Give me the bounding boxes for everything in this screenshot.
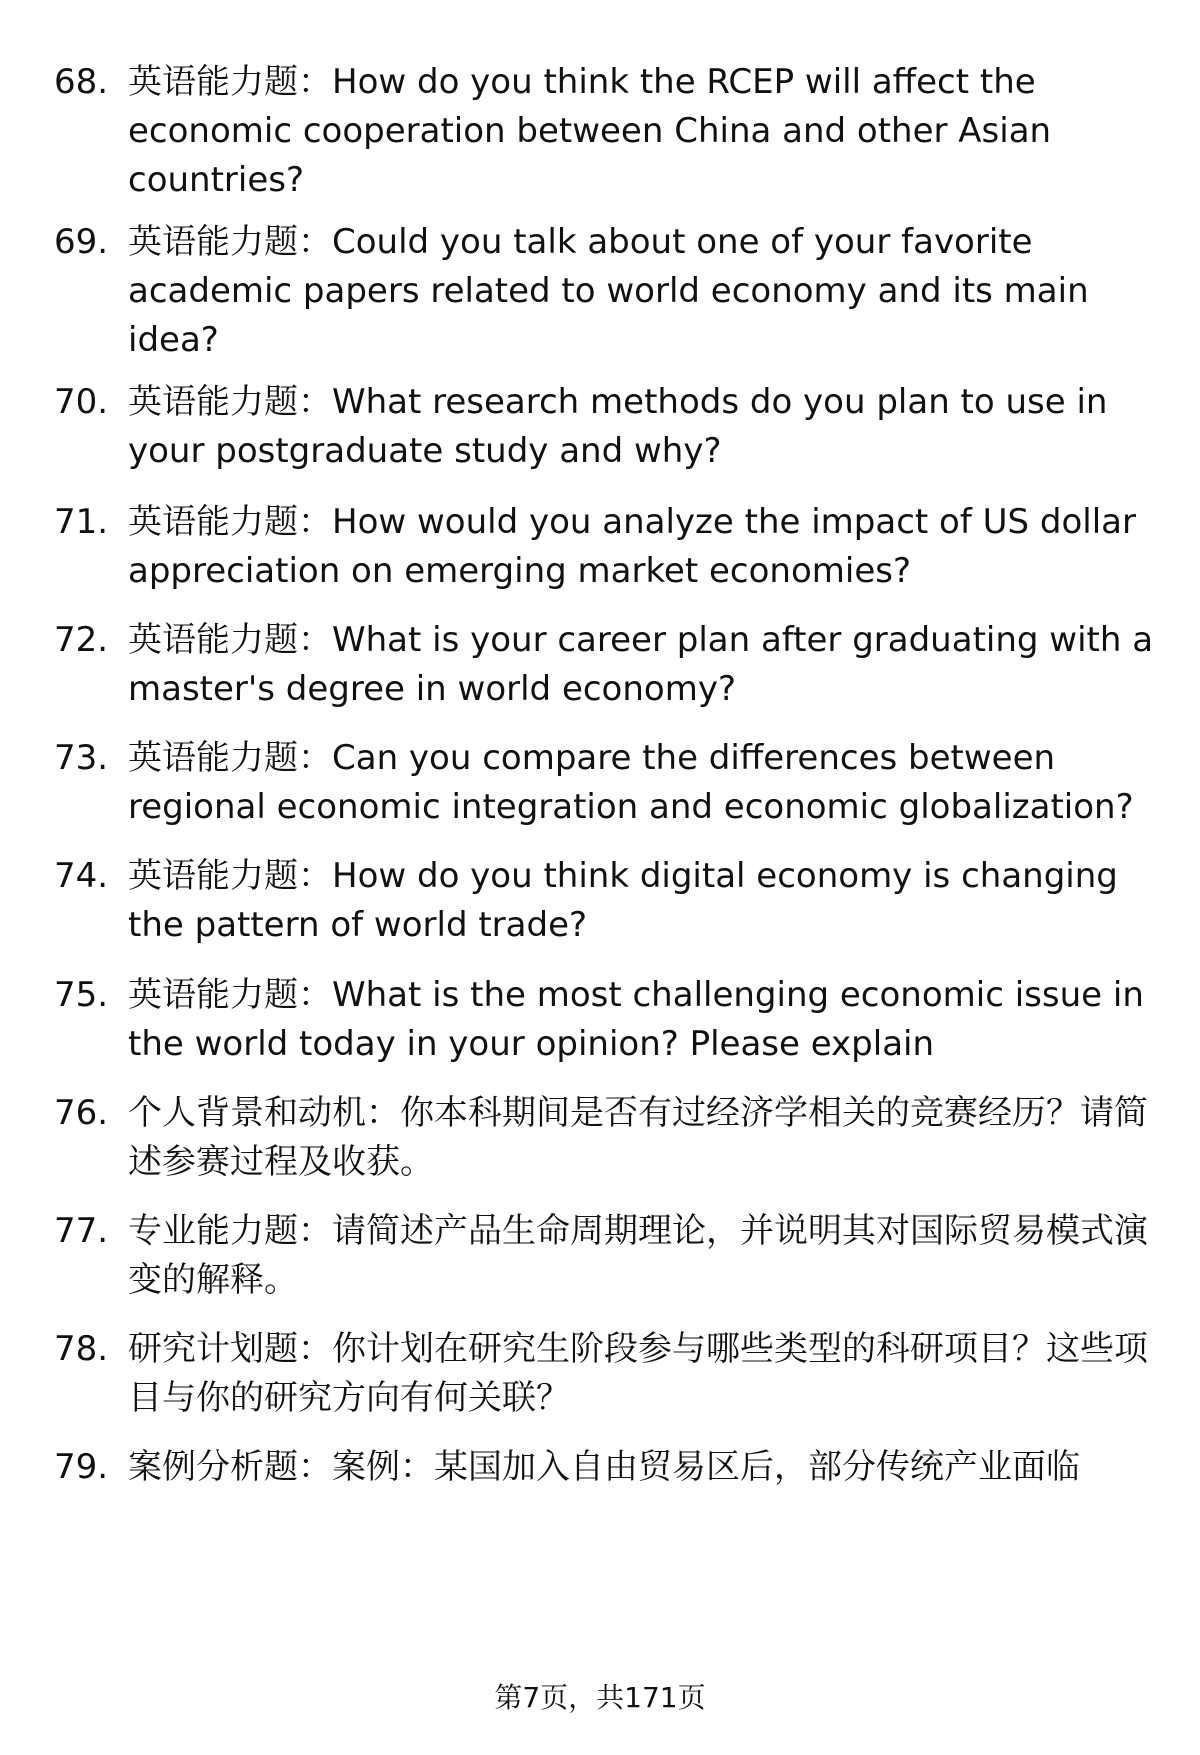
question-number: 72. <box>54 620 109 660</box>
question-item <box>54 1207 1164 1305</box>
question-text: 英语能力题：How do you think digital economy is changing the pattern of world trade? <box>128 856 1118 945</box>
question-number: 73. <box>54 738 109 778</box>
page-footer: 第7页，共171页 <box>494 1681 706 1714</box>
question-text: 英语能力题：Can you compare the differences between regional economic integration and economic globalization? <box>128 738 1134 827</box>
question-item <box>54 218 1164 365</box>
question-text: 研究计划题：你计划在研究生阶段参与哪些类型的科研项目？这些项目与你的研究方向有何关联？ <box>128 1329 1148 1418</box>
question-item <box>54 1089 1164 1187</box>
question-text: 英语能力题：What is your career plan after graduating with a master's degree in world economy? <box>128 620 1154 709</box>
question-text: 专业能力题：请简述产品生命周期理论，并说明其对国际贸易模式演变的解释。 <box>128 1211 1148 1300</box>
question-text: 英语能力题：How would you analyze the impact of US dollar appreciation on emerging market economies? <box>128 502 1136 591</box>
question-number: 78. <box>54 1329 109 1369</box>
question-number: 79. <box>54 1447 109 1487</box>
question-text: 英语能力题：How do you think the RCEP will affect the economic cooperation between China and other Asian countries? <box>128 62 1052 200</box>
question-item <box>54 852 1164 950</box>
question-text: 英语能力题：Could you talk about one of your favorite academic papers related to world economy and its main idea? <box>128 222 1089 360</box>
question-text: 英语能力题：What is the most challenging economic issue in the world today in your opinion? Please explain <box>128 975 1144 1064</box>
question-number: 74. <box>54 856 109 896</box>
question-number: 70. <box>54 382 109 422</box>
question-item <box>54 1443 1164 1492</box>
question-number: 68. <box>54 62 109 102</box>
question-item <box>54 498 1164 596</box>
question-number: 71. <box>54 502 109 542</box>
question-item <box>54 58 1164 205</box>
question-item <box>54 1325 1164 1423</box>
question-item <box>54 734 1164 832</box>
question-number: 75. <box>54 975 109 1015</box>
question-item <box>54 971 1164 1069</box>
question-item <box>54 616 1164 714</box>
question-text: 个人背景和动机：你本科期间是否有过经济学相关的竞赛经历？请简述参赛过程及收获。 <box>128 1093 1148 1182</box>
question-text: 案例分析题：案例：某国加入自由贸易区后，部分传统产业面临 <box>128 1447 1080 1487</box>
question-number: 77. <box>54 1211 109 1251</box>
question-number: 69. <box>54 222 109 262</box>
question-text: 英语能力题：What research methods do you plan to use in your postgraduate study and why? <box>128 382 1108 471</box>
question-number: 76. <box>54 1093 109 1133</box>
question-item <box>54 378 1164 476</box>
